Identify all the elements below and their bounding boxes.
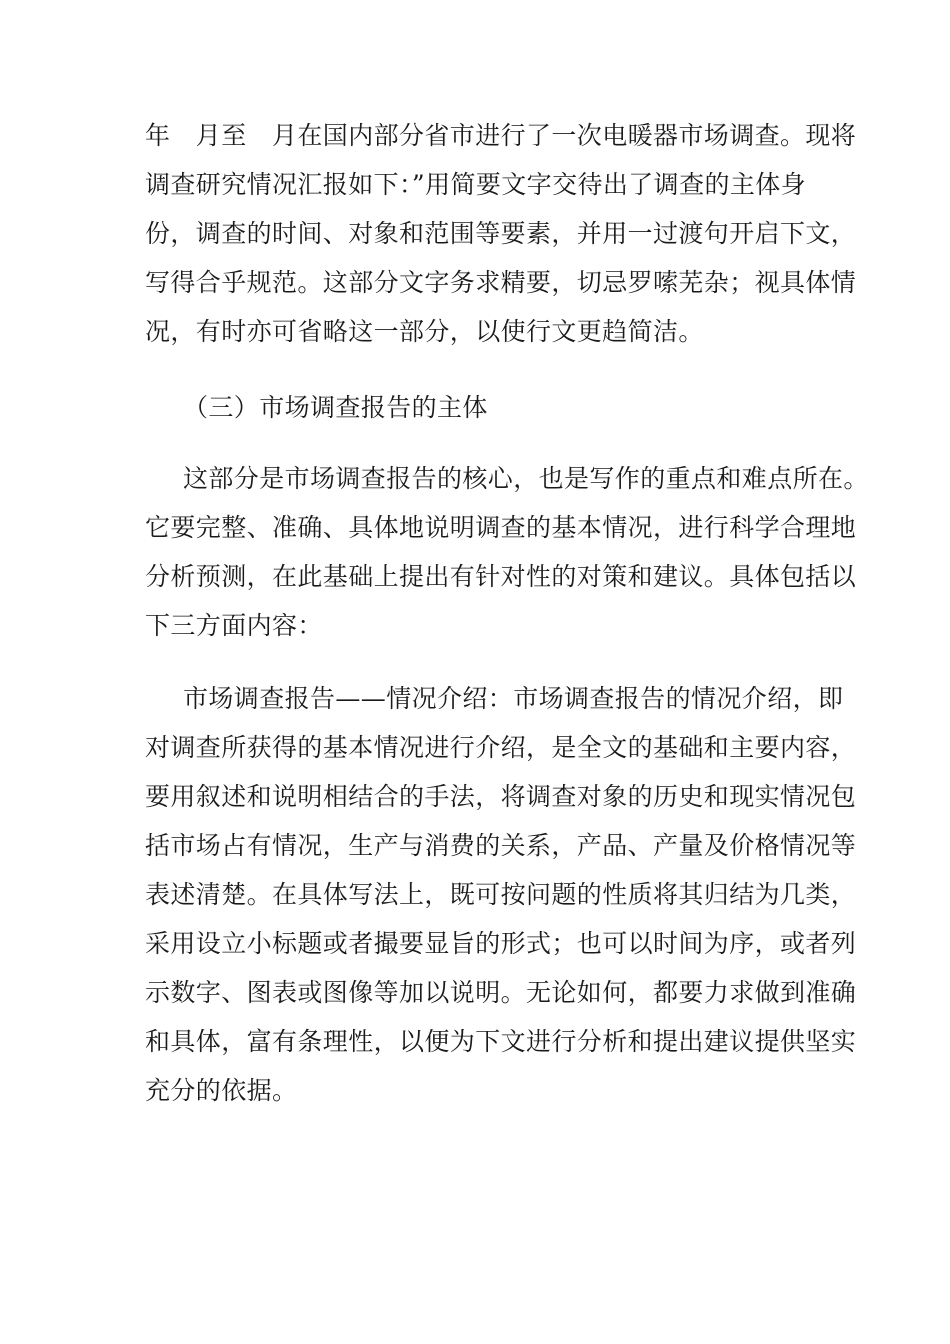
text-line: 充分的依据。 xyxy=(145,1076,298,1105)
text-line: 份，调查的时间、对象和范围等要素，并用一过渡句开启下文， xyxy=(145,219,857,248)
text-line: 这部分是市场调查报告的核心，也是写作的重点和难点所在。 xyxy=(183,464,869,493)
text-line: 要用叙述和说明相结合的手法，将调查对象的历史和现实情况包 xyxy=(145,782,857,811)
text-line: 括市场占有情况，生产与消费的关系，产品、产量及价格情况等 xyxy=(145,831,857,860)
text-line: 表述清楚。在具体写法上，既可按问题的性质将其归结为几类， xyxy=(145,880,857,909)
text-line: 分析预测，在此基础上提出有针对性的对策和建议。具体包括以 xyxy=(145,562,857,591)
text-line: 况，有时亦可省略这一部分，以使行文更趋简洁。 xyxy=(145,317,704,346)
section-heading: （三）市场调查报告的主体 xyxy=(183,393,488,422)
text-line: 下三方面内容： xyxy=(145,611,323,640)
text-line: 市场调查报告——情况介绍：市场调查报告的情况介绍，即 xyxy=(183,684,844,713)
text-line: 写得合乎规范。这部分文字务求精要，切忌罗嗦芜杂；视具体情 xyxy=(145,268,857,297)
text-line: 采用设立小标题或者撮要显旨的形式；也可以时间为序，或者列 xyxy=(145,929,857,958)
text-line: 和具体，富有条理性，以便为下文进行分析和提出建议提供坚实 xyxy=(145,1027,857,1056)
text-line: 示数字、图表或图像等加以说明。无论如何，都要力求做到准确 xyxy=(145,978,857,1007)
text-line: 对调查所获得的基本情况进行介绍，是全文的基础和主要内容， xyxy=(145,733,857,762)
text-line: 它要完整、准确、具体地说明调查的基本情况，进行科学合理地 xyxy=(145,513,857,542)
text-line: 年 月至 月在国内部分省市进行了一次电暖器市场调查。现将 xyxy=(145,121,857,150)
text-line: 调查研究情况汇报如下：”用简要文字交待出了调查的主体身 xyxy=(145,170,807,199)
